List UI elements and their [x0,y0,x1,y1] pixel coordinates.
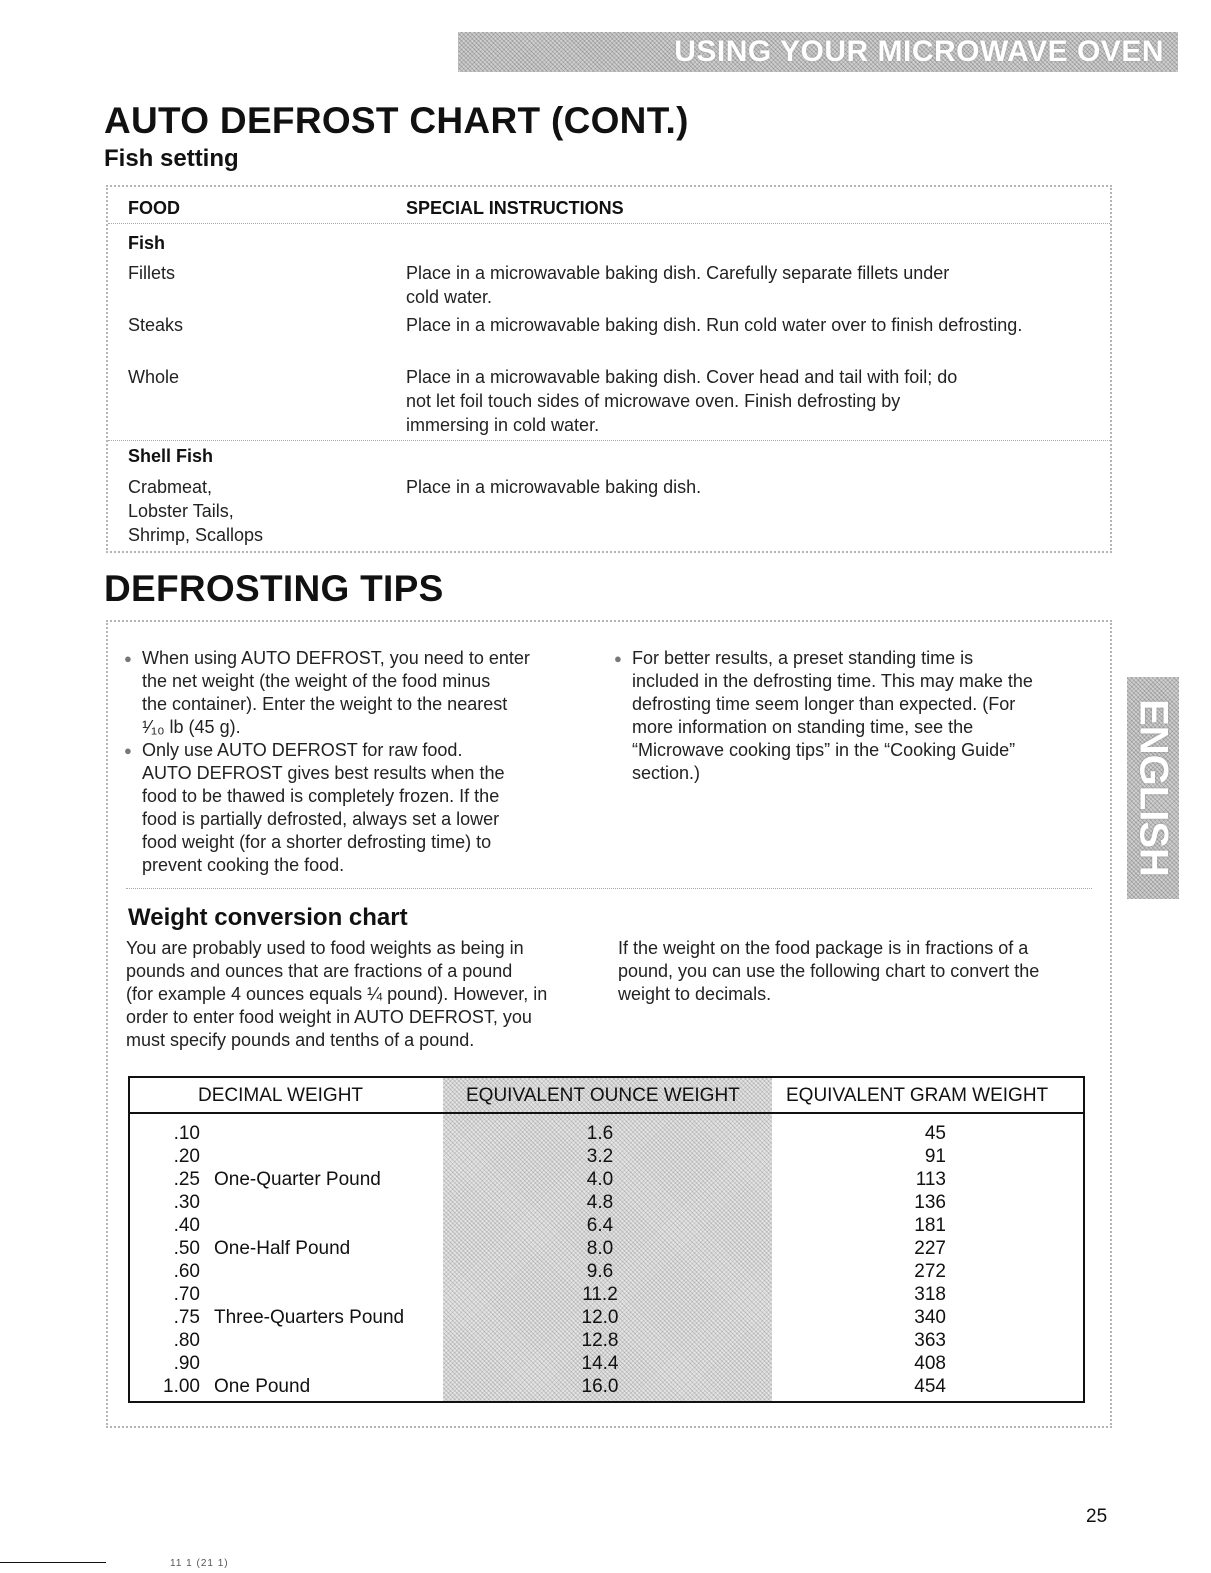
food-steaks: Steaks [128,315,184,335]
table-cell: 318 [914,1284,946,1305]
fish-chart-table [106,185,1112,553]
table-cell: 1.00 [163,1376,200,1397]
table-cell [214,1191,434,1214]
weight-chart-title: Weight conversion chart [128,904,408,931]
tips-divider [126,888,1092,889]
bullet-icon: ● [124,743,132,758]
page-number: 25 [1086,1506,1108,1527]
language-tab-label: ENGLISH [1131,699,1176,877]
bullet-icon: ● [124,651,132,666]
page-title: AUTO DEFROST CHART (CONT.) [104,100,689,141]
instructions-steaks: Place in a microwavable baking dish. Run cold water over to finish defrosting. [406,315,1023,335]
table-header-rule [130,1112,1083,1114]
table-cell [214,1145,434,1168]
food-whole: Whole [128,367,180,387]
table-cell: 4.0 [586,1169,614,1190]
ounce-weight-header: EQUIVALENT OUNCE WEIGHT [466,1085,740,1106]
table-cell: 6.4 [586,1215,614,1236]
table-cell: 91 [924,1146,946,1167]
table-cell: .75 [173,1307,200,1328]
table-cell: .25 [173,1169,200,1190]
group-shell-fish: Shell Fish [128,446,214,466]
weight-conversion-table [128,1076,1085,1403]
instructions-shellfish: Place in a microwavable baking dish. [406,477,702,497]
instructions-fillets: Place in a microwavable baking dish. Carefully separate fillets under cold water. [406,263,950,307]
decimal-column [150,1122,200,1398]
tip-bullet: ● When using AUTO DEFROST, you need to enter the net weight (the weight of the food minus the container). Enter the weight to the nearest ¹⁄₁₀ lb (45 g). [124,648,530,737]
weight-intro-right: If the weight on the food package is in fractions of a pound, you can use the following chart to convert the weight to decimals. [618,938,1040,1004]
table-cell: 4.8 [586,1192,614,1213]
table-cell: .90 [173,1353,200,1374]
label-column [214,1122,434,1398]
table-cell: 113 [915,1169,946,1190]
tip-bullet: ● Only use AUTO DEFROST for raw food. AUTO DEFROST gives best results when the food to be thawed is completely frozen. If the food is partially defrosted, always set a lower food weight (for a shorter defrosting time) to prevent cooking the food. [124,740,505,875]
group-divider [108,440,1110,441]
table-cell: .20 [173,1146,200,1167]
table-cell: 181 [914,1215,946,1236]
table-cell: .10 [173,1123,200,1144]
food-shellfish: Crabmeat, Lobster Tails, Shrimp, Scallops [128,477,264,545]
table-cell: .40 [173,1215,200,1236]
table-cell: 3.2 [586,1146,614,1167]
table-cell: One-Half Pound [214,1238,351,1259]
table-cell: 9.6 [586,1261,614,1282]
table-cell: 14.4 [581,1353,619,1374]
table-cell: 227 [914,1238,946,1259]
fish-table-header [108,187,1110,224]
table-cell: 45 [924,1123,946,1144]
instructions-column-header: SPECIAL INSTRUCTIONS [406,198,624,218]
tips-title: DEFROSTING TIPS [104,568,444,609]
section-banner [458,32,1178,72]
table-cell [214,1122,434,1145]
table-cell [214,1283,434,1306]
tips-left-column [124,647,594,877]
footer-code: 11 1 (21 1) [170,1558,229,1569]
table-cell: 12.0 [581,1307,619,1328]
table-cell [214,1214,434,1237]
fish-setting-subtitle: Fish setting [104,145,239,172]
food-column-header: FOOD [128,198,180,218]
table-cell: 136 [914,1192,946,1213]
gram-column [870,1122,946,1398]
decimal-weight-header: DECIMAL WEIGHT [198,1085,364,1106]
table-cell [214,1352,434,1375]
table-cell: Three-Quarters Pound [214,1307,405,1328]
table-cell: 272 [914,1261,946,1282]
ounce-column [570,1122,630,1398]
footer-rule [0,1562,106,1563]
table-cell: One-Quarter Pound [214,1169,381,1190]
table-cell: 16.0 [581,1376,619,1397]
banner-text: USING YOUR MICROWAVE OVEN [674,35,1164,68]
table-cell [214,1329,434,1352]
table-cell: .60 [173,1261,200,1282]
table-cell: 363 [914,1330,946,1351]
table-cell: 408 [914,1353,946,1374]
table-cell: .70 [173,1284,200,1305]
table-cell: .80 [173,1330,200,1351]
table-cell: 12.8 [581,1330,619,1351]
weight-intro-left: You are probably used to food weights as being in pounds and ounces that are fractions of a pound (for example 4 ounces equals ¼ pound). However, in order to enter food weight in AUTO DEFROST, you must specify pounds and tenths of a pound. [126,938,548,1050]
table-cell: .30 [173,1192,200,1213]
language-tab [1127,677,1179,899]
instructions-whole: Place in a microwavable baking dish. Cover head and tail with foil; do not let foil touch sides of microwave oven. Finish defrosting by immersing in cold water. [406,367,958,435]
table-cell: 454 [914,1376,946,1397]
table-cell: .50 [173,1238,200,1259]
food-fillets: Fillets [128,263,176,283]
table-cell [214,1260,434,1283]
table-cell: 11.2 [582,1284,618,1305]
gram-weight-header: EQUIVALENT GRAM WEIGHT [786,1085,1049,1106]
table-cell: 340 [914,1307,946,1328]
group-fish: Fish [128,233,166,253]
table-cell: 1.6 [586,1123,614,1144]
table-cell: One Pound [214,1376,311,1397]
table-cell: 8.0 [586,1238,614,1259]
bullet-icon: ● [614,651,622,666]
tip-bullet: ● For better results, a preset standing time is included in the defrosting time. This may make the defrosting time seem longer than expected. (For more information on standing time, see the “Microwave cooking tips” in the “Cooking Guide” section.) [614,648,1033,783]
tips-right-column [614,647,1094,785]
